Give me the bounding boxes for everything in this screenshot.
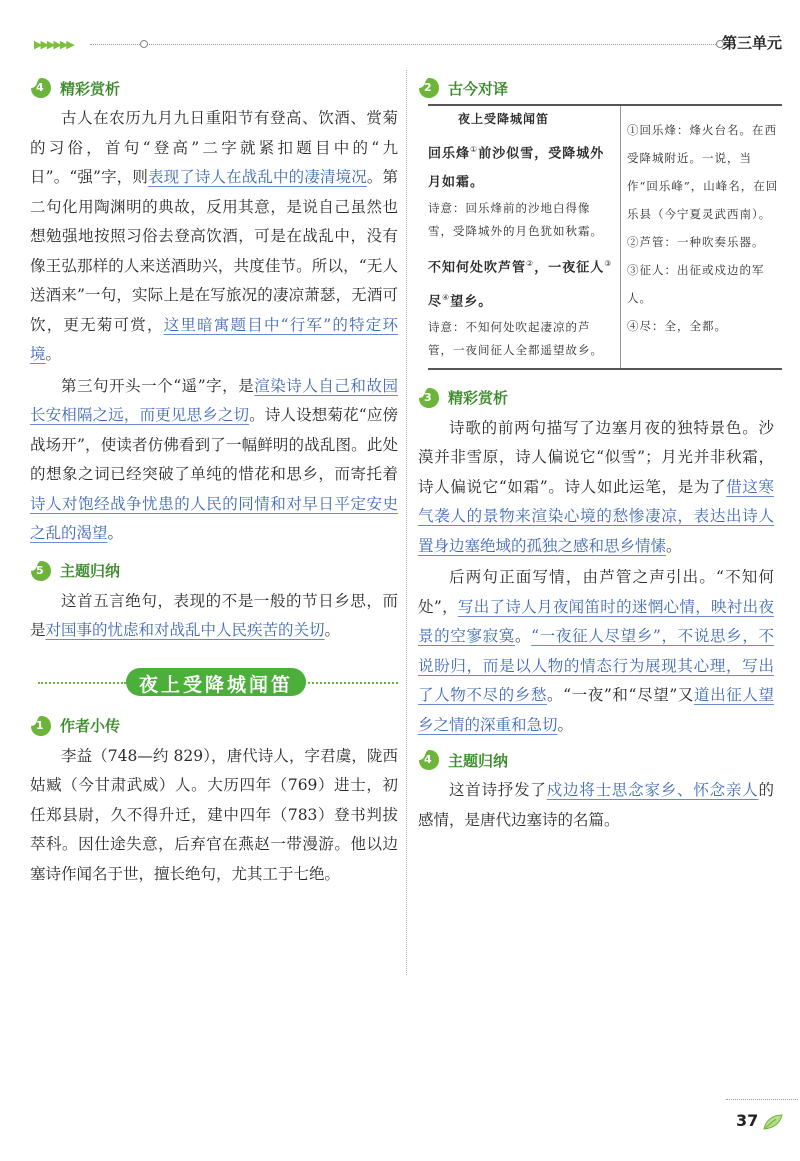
paragraph: 这首诗抒发了戍边将士思念家乡、怀念亲人的感情，是唐代边塞诗的名篇。	[418, 781, 774, 829]
section-title: 古今对译	[448, 79, 509, 98]
banner-line	[308, 682, 398, 684]
column-divider	[406, 70, 407, 975]
leaf-badge-icon	[30, 77, 52, 99]
poem-cell	[428, 105, 621, 369]
header-divider	[90, 44, 720, 45]
translation-table	[428, 104, 782, 370]
section-title: 精彩赏析	[60, 79, 121, 98]
key-phrase: “一夜征人尽望乡”，不说思乡，不说盼归，而是以人物的情态行为展现其心理，写出了人物不尽的乡愁	[418, 627, 774, 705]
section-number: 4	[36, 81, 44, 94]
notes-cell	[621, 105, 783, 369]
section-title: 主题归纳	[60, 562, 121, 580]
poem-meaning: 诗意：回乐烽前的沙地白得像雪，受降城外的月色犹如秋霜。	[428, 201, 603, 239]
key-phrase: 表现了诗人在战乱中的凄清境况	[147, 168, 367, 186]
leaf-badge-icon	[30, 715, 52, 737]
leaf-badge-icon	[418, 77, 440, 99]
section-title: 作者小传	[60, 717, 121, 735]
page-header	[30, 36, 800, 56]
leaf-badge-icon	[30, 560, 52, 582]
key-phrase: 这里暗寓题目中“行军”的特定环境	[30, 315, 398, 363]
section-title: 精彩赏析	[448, 389, 509, 408]
section-heading	[30, 712, 398, 740]
section-title: 主题归纳	[448, 751, 509, 770]
page-number-box	[728, 1107, 788, 1137]
paragraph: 诗歌的前两句描写了边塞月夜的独特景色。沙漠并非雪原，诗人偏说它“似雪”；月光并非秋霜，诗人偏说它“如霜”。诗人如此运笔，是为了借这寒气袭人的景物来渲染心境的愁惨凄凉，表达出诗人置身边塞绝域的孤独之感和思乡情愫。	[418, 418, 774, 555]
paragraph: 古人在农历九月九日重阳节有登高、饮酒、赏菊的习俗，首句“登高”二字就紧扣题目中的“九日”。“强”字，则表现了诗人在战乱中的凄清境况。第二句化用陶渊明的典故，反用其意，是说自己虽然也想勉强地按照习俗去登高饮酒，可是在战乱中，没有像王弘那样的人来送酒助兴，共度佳节。所以，“无人送酒来”一句，实际上是在写旅况的凄凉萧瑟，无酒可饮，更无菊可赏，这里暗寓题目中“行军”的特定环境。	[30, 109, 398, 363]
banner-text: 夜上受降城闻笛	[138, 673, 293, 696]
key-phrase: 诗人对饱经战争忧患的人民的同情和对早日平定安史之乱的渴望	[30, 494, 398, 542]
header-dot	[140, 40, 148, 48]
unit-title: 第三单元	[721, 34, 782, 52]
arrow-right-icon: ▶▶▶▶▶▶	[34, 38, 73, 51]
section-heading	[418, 746, 774, 774]
right-column	[418, 70, 779, 835]
section-heading	[30, 557, 398, 585]
section-heading	[418, 384, 774, 412]
banner-title	[126, 668, 306, 696]
section-heading	[418, 74, 774, 102]
section-number: 4	[424, 753, 432, 767]
leaf-badge-icon	[418, 749, 440, 771]
poem-meaning: 诗意：不知何处吹起凄凉的芦管，一夜间征人全都遥望故乡。	[428, 319, 603, 357]
banner-line	[38, 682, 126, 684]
poem-line: 不知何处吹芦管②，一夜征人③尽④望乡。	[428, 259, 613, 309]
page-number: 37	[736, 1111, 759, 1130]
section-number: 2	[424, 81, 432, 94]
leaf-badge-icon	[418, 387, 440, 409]
key-phrase: 道出征人望乡之情的深重和急切	[418, 686, 774, 734]
key-phrase: 借这寒气袭人的景物来渲染心境的愁惨凄凉，表达出诗人置身边塞绝域的孤独之感和思乡情愫	[418, 477, 774, 555]
note: ②芦管：一种吹奏乐器。	[627, 235, 765, 249]
paragraph: 后两句正面写情，由芦管之声引出。“不知何处”，写出了诗人月夜闻笛时的迷惘心情，映衬出夜景的空寥寂寞。“一夜征人尽望乡”，不说思乡，不说盼归，而是以人物的情态行为展现其心理，写出了人物不尽的乡愁。“一夜”和“尽望”又道出征人望乡之情的深重和急切。	[418, 568, 774, 734]
note: ①回乐烽：烽火台名。在西受降城附近。一说，当作“回乐峰”，山峰名，在回乐县（今宁夏灵武西南）。	[627, 123, 779, 221]
key-phrase: 渲染诗人自己和故园长安相隔之远，而更见思乡之切	[30, 376, 398, 424]
leaf-icon	[762, 1113, 784, 1131]
page-corner-divider	[726, 1099, 798, 1100]
paragraph: 李益（748—约 829），唐代诗人，字君虞，陇西姑臧（今甘肃武威）人。大历四年（769）进士，初任郑县尉，久不得升迁，建中四年（783）登书判拔萃科。因仕途失意，后弃官在燕赵一带漫游。他以边塞诗作闻名于世，擅长绝句，尤其工于七绝。	[30, 746, 398, 883]
section-number: 5	[36, 563, 44, 577]
key-phrase: 对国事的忧虑和对战乱中人民疾苦的关切	[45, 621, 325, 639]
key-phrase: 戍边将士思念家乡、怀念亲人	[546, 781, 759, 800]
poem-title: 夜上受降城闻笛	[458, 112, 550, 126]
note: ③征人：出征或戍边的军人。	[627, 263, 765, 305]
section-number: 3	[424, 390, 432, 404]
section-number: 1	[36, 718, 44, 732]
poem-line: 回乐烽①前沙似雪，受降城外月如霜。	[428, 145, 605, 191]
paragraph: 第三句开头一个“遥”字，是渲染诗人自己和故园长安相隔之远，而更见思乡之切。诗人设想菊花“应傍战场开”，使读者仿佛看到了一幅鲜明的战乱图。此处的想象之词已经突破了单纯的惜花和思乡，而寄托着诗人对饱经战争忧患的人民的同情和对早日平定安史之乱的渴望。	[30, 376, 398, 542]
poem-banner	[30, 664, 398, 704]
left-column	[30, 70, 398, 889]
section-heading	[30, 74, 398, 102]
key-phrase: 写出了诗人月夜闻笛时的迷惘心情，映衬出夜景的空寥寂寞	[418, 597, 774, 646]
note: ④尽：全，全都。	[627, 319, 727, 333]
paragraph: 这首五言绝句，表现的不是一般的节日乡思，而是对国事的忧虑和对战乱中人民疾苦的关切。	[30, 591, 398, 639]
